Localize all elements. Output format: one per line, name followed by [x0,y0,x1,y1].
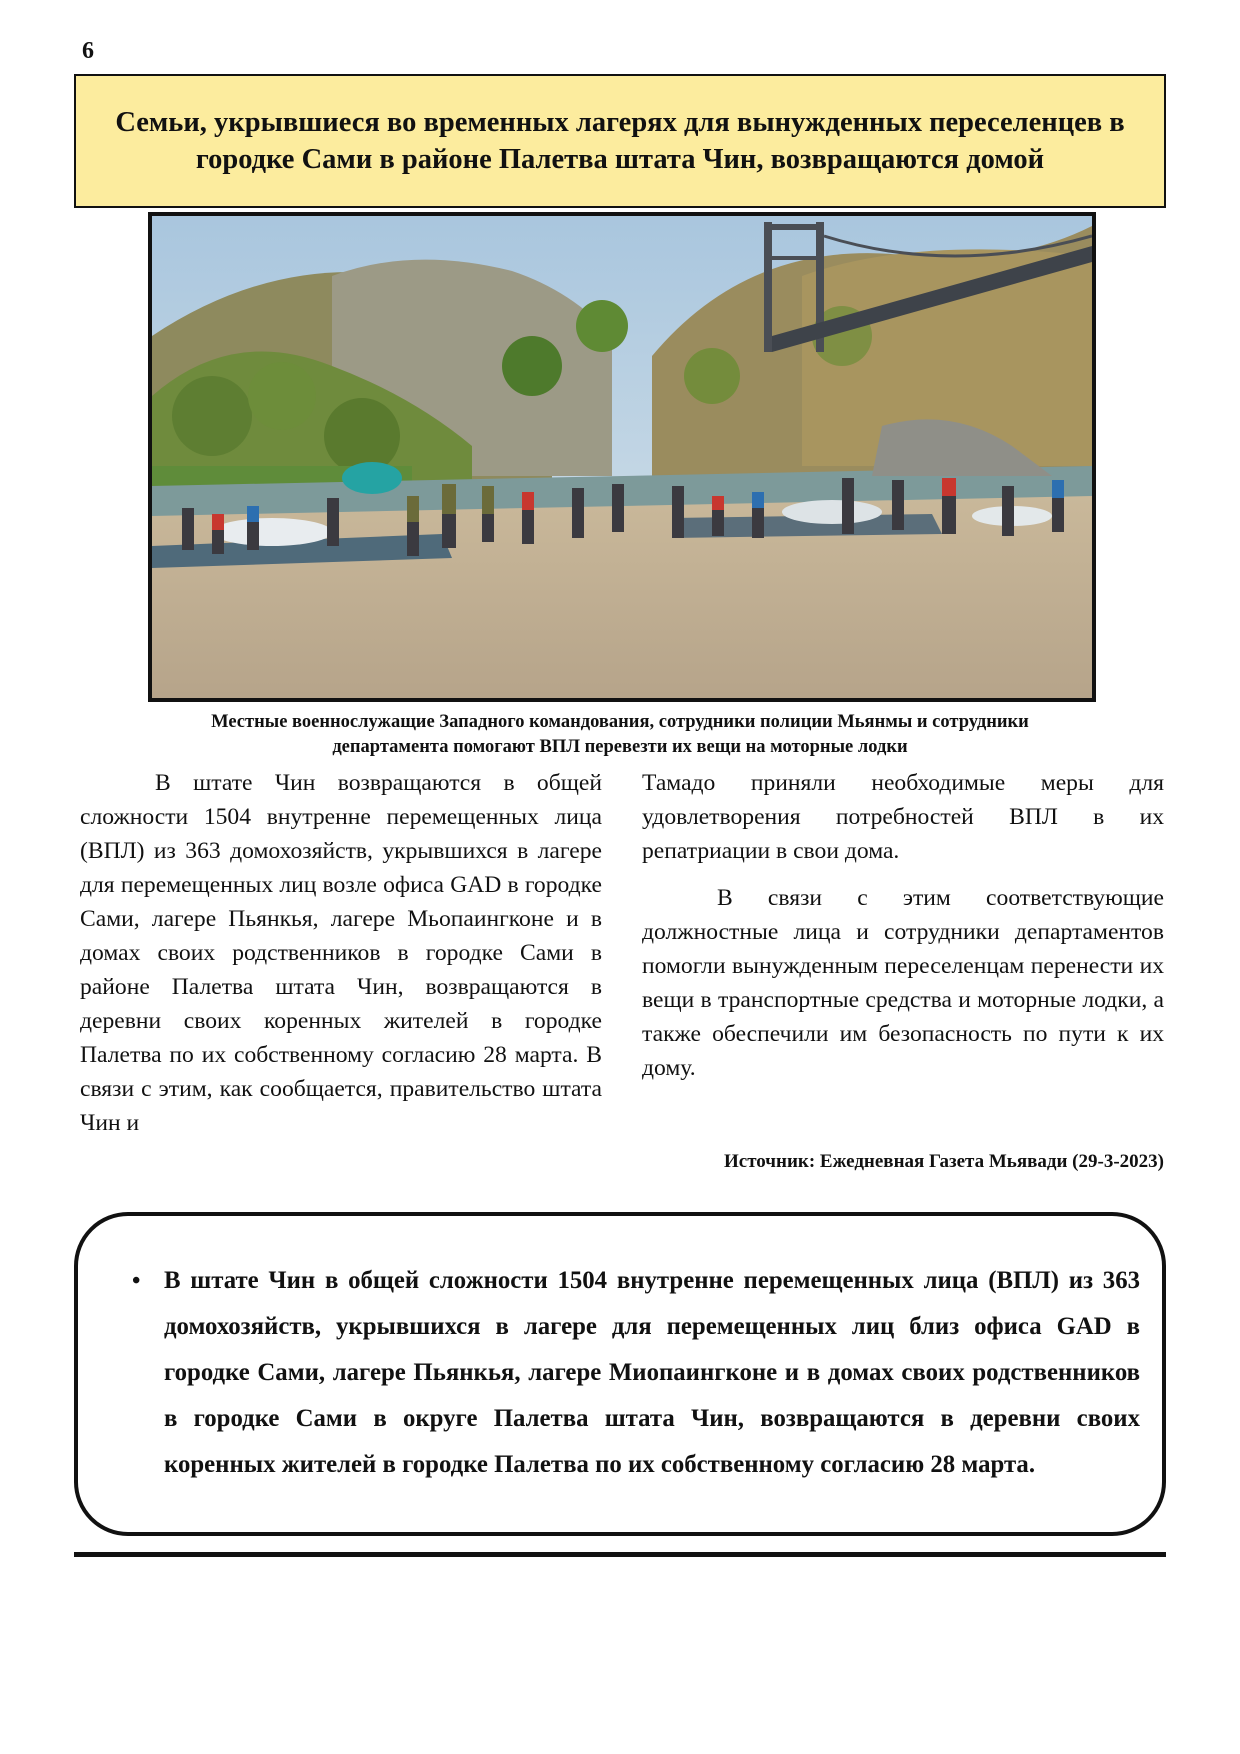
headline: Семьи, укрывшиеся во временных лагерях для вынужденных переселенцев в городке Сами в районе Палетва штата Чин, возвращаются домой [115,107,1125,175]
riverbank-boat-photo-icon [152,216,1092,698]
photo-caption [140,710,1100,760]
article-photo [148,212,1096,702]
article-column-left [80,766,602,1140]
article-paragraph-2: В связи с этим соответствующие должностные лица и сотрудники департаментов помогли вынужденным переселенцам перенести их вещи в транспортные средства и моторные лодки, а также обеспечили им безопасность по пути к их дому. [642,885,1164,1081]
summary-box [74,1212,1166,1536]
caption-line-2: департамента помогают ВПЛ перевезти их вещи на моторные лодки [332,737,908,757]
bullet-icon: • [132,1268,141,1294]
article-column-right [642,766,1164,1085]
page-number: 6 [82,38,94,64]
article-source: Источник: Ежедневная Газета Мьявади (29-3-2023) [724,1151,1164,1172]
summary-bullet-item [132,1258,1140,1488]
bottom-divider [74,1552,1166,1557]
article-paragraph-1-continued: Тамадо приняли необходимые меры для удовлетворения потребностей ВПЛ в их репатриации в свои дома. [642,770,1164,864]
caption-line-1: Местные военнослужащие Западного командования, сотрудники полиции Мьянмы и сотрудники [211,712,1029,732]
headline-box [74,74,1166,208]
article-paragraph-1: В штате Чин возвращаются в общей сложности 1504 внутренне перемещенных лица (ВПЛ) из 363 домохозяйств, укрывшихся в лагере для перемещенных лиц возле офиса GAD в городке Сами, лагере Пьянкья, лагере Мьопаингконе и в домах своих родственников в городке Сами в районе Палетва штата Чин, возвращаются в деревни своих коренных жителей в городке Палетва по их собственному согласию 28 марта. В связи с этим, как сообщается, правительство штата Чин и [80,770,602,1136]
summary-text: В штате Чин в общей сложности 1504 внутренне перемещенных лица (ВПЛ) из 363 домохозяйств, укрывшихся в лагере для перемещенных лиц близ офиса GAD в городке Сами, лагере Пьянкья, лагере Миопаингконе и в домах своих родственников в городке Сами в округе Палетва штата Чин, возвращаются в деревни своих коренных жителей в городке Палетва по их собственному согласию 28 марта. [164,1267,1140,1478]
